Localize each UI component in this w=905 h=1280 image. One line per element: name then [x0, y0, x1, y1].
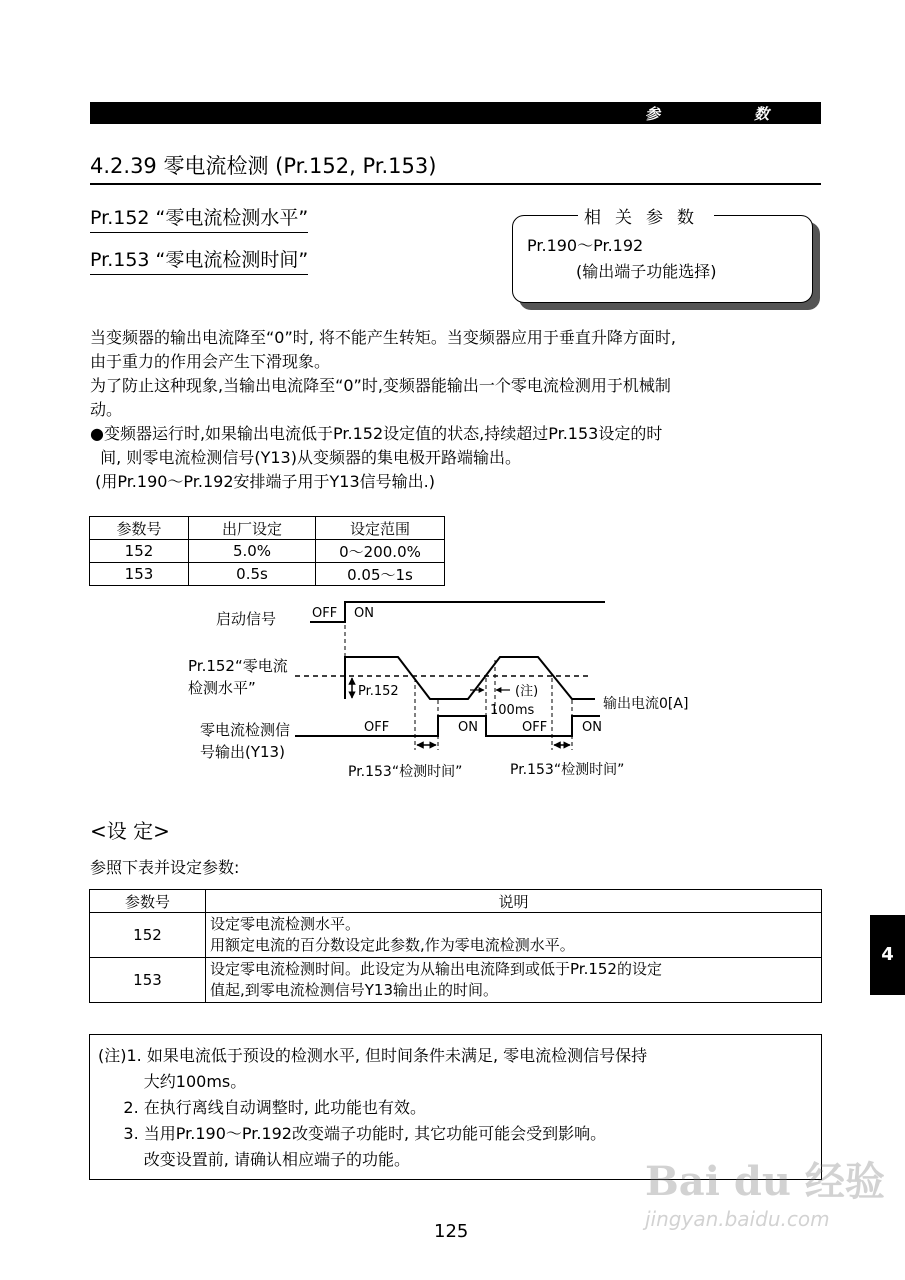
related-params-title: 相关参数: [578, 203, 714, 228]
body-paragraph: [90, 326, 676, 494]
table-row: [90, 563, 445, 586]
title-rule: [90, 183, 821, 185]
table-cell: [206, 958, 822, 1003]
table-header-row: [90, 517, 445, 540]
note-line: 改变设置前, 请确认相应端子的功能。: [98, 1150, 410, 1169]
cell-line: 值起,到零电流检测信号Y13输出止的时间。: [210, 981, 499, 999]
table-cell: 152: [90, 540, 189, 563]
pr152-arrow-label: Pr.152: [358, 684, 399, 699]
note-line: 2. 在执行离线自动调整时, 此功能也有效。: [98, 1098, 426, 1117]
settings-table: [89, 889, 822, 1003]
param-title-153: Pr.153 “零电流检测时间”: [90, 245, 308, 275]
body-line: 当变频器的输出电流降至“0”时, 将不能产生转矩。当变频器应用于垂直升降方面时,: [90, 328, 677, 347]
y13-off-label: OFF: [364, 720, 390, 735]
table-cell: 0.5s: [189, 563, 316, 586]
table-cell: 5.0%: [189, 540, 316, 563]
y13-off-label-2: OFF: [522, 720, 548, 735]
related-params-desc: (输出端子功能选择): [576, 262, 717, 281]
detect-time-label-1: Pr.153“检测时间”: [348, 764, 463, 780]
table-header: 参数号: [90, 890, 206, 913]
note-line: (注)1. 如果电流低于预设的检测水平, 但时间条件未满足, 零电流检测信号保持: [98, 1046, 648, 1065]
settings-intro: 参照下表并设定参数:: [90, 858, 240, 877]
table-cell: 153: [90, 958, 206, 1003]
y13-on-label: ON: [458, 720, 478, 735]
table-header: 出厂设定: [189, 517, 316, 540]
timing-diagram: [0, 590, 905, 790]
note-line: 大约100ms。: [98, 1072, 247, 1091]
page-number: 125: [434, 1221, 469, 1242]
zero-detect-label-line1: 零电流检测信: [200, 721, 291, 739]
param-title-152: Pr.152 “零电流检测水平”: [90, 203, 308, 233]
related-params-range: Pr.190～Pr.192: [527, 236, 644, 255]
watermark-main: Bai du 经验: [645, 1158, 885, 1205]
table-header: 说明: [206, 890, 822, 913]
table-cell: [206, 913, 822, 958]
table-cell: 0～200.0%: [316, 540, 445, 563]
chapter-tab: 4: [870, 915, 905, 995]
pr152-label-line1: Pr.152“零电流: [188, 657, 288, 675]
header-bar: [90, 102, 821, 124]
section-title: 4.2.39 零电流检测 (Pr.152, Pr.153): [90, 154, 437, 178]
note-line: 3. 当用Pr.190～Pr.192改变端子功能时, 其它功能可能会受到影响。: [98, 1124, 607, 1143]
watermark-url: jingyan.baidu.com: [645, 1207, 830, 1231]
start-off-label: OFF: [312, 606, 338, 621]
cell-line: 设定零电流检测时间。此设定为从输出电流降到或低于Pr.152的设定: [210, 960, 662, 978]
100ms-label: 100ms: [490, 703, 535, 718]
body-line: 为了防止这种现象,当输出电流降至“0”时,变频器能输出一个零电流检测用于机械制: [90, 376, 671, 395]
table-row: [90, 913, 822, 958]
start-on-label: ON: [354, 606, 374, 621]
body-line: 动。: [90, 400, 123, 419]
body-line: ●变频器运行时,如果输出电流低于Pr.152设定值的状态,持续超过Pr.153设定的时: [90, 424, 663, 443]
body-line: (用Pr.190～Pr.192安排端子用于Y13信号输出.): [90, 472, 435, 491]
table-header-row: [90, 890, 822, 913]
table-row: [90, 958, 822, 1003]
y13-on-label-2: ON: [582, 720, 602, 735]
zero-detect-signal-line: [295, 716, 600, 736]
cell-line: 用额定电流的百分数设定此参数,作为零电流检测水平。: [210, 936, 575, 954]
table-header: 设定范围: [316, 517, 445, 540]
table-cell: 152: [90, 913, 206, 958]
detect-time-label-2: Pr.153“检测时间”: [510, 762, 625, 778]
table-cell: 153: [90, 563, 189, 586]
table-header: 参数号: [90, 517, 189, 540]
note-mark: (注): [515, 684, 539, 699]
output-current-label: 输出电流0[A]: [603, 696, 689, 712]
zero-detect-label-line2: 号输出(Y13): [200, 743, 285, 761]
table-row: [90, 540, 445, 563]
body-line: 由于重力的作用会产生下滑现象。: [90, 352, 331, 371]
pr152-label-line2: 检测水平”: [188, 679, 256, 697]
table-cell: 0.05～1s: [316, 563, 445, 586]
cell-line: 设定零电流检测水平。: [210, 915, 361, 933]
settings-heading: <设 定>: [90, 819, 170, 843]
parameter-table: [89, 516, 445, 586]
start-signal-label: 启动信号: [216, 610, 277, 628]
header-word-1: 参: [645, 105, 661, 123]
watermark-logo: [645, 1150, 885, 1231]
header-word-2: 数: [754, 105, 770, 123]
body-line: 间, 则零电流检测信号(Y13)从变频器的集电极开路端输出。: [90, 448, 521, 467]
